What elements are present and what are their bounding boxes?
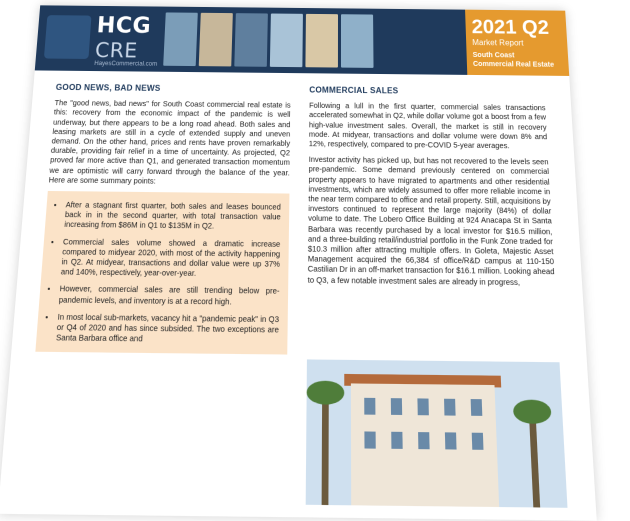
left-heading: GOOD NEWS, BAD NEWS — [55, 82, 161, 93]
header-photo — [199, 13, 233, 67]
right-column — [308, 85, 556, 294]
report-title-box — [465, 10, 569, 76]
right-heading: COMMERCIAL SALES — [309, 85, 399, 96]
header-photo — [270, 14, 303, 68]
palm-trunk — [322, 389, 329, 505]
building-window — [417, 398, 428, 415]
building-window — [418, 432, 430, 449]
palm-frond — [513, 400, 552, 424]
building-photo — [306, 359, 568, 507]
report-page — [0, 5, 597, 520]
summary-bullet: • Commercial sales volume showed a dramatic increase compared to midyear 2020, with most of the activity happening in Q2. At midyear, transactions and dollar value were up 37% and 140%, respectively, year-over-year. — [60, 236, 280, 279]
sales-paragraph-1: Following a lull in the first quarter, commercial sales transactions accelerated somewhat in Q2, while dollar volume got a boost from a few high-value investment sales. Overall, the market is still in recovery mode. At midyear, transactions and dollar volume were down 8% and 12%, respectively, compared to pre-COVID 5-year averages. — [308, 100, 548, 151]
report-header — [35, 5, 569, 76]
building-window — [364, 398, 375, 415]
hcg-logo-mark — [44, 15, 92, 59]
palm-trunk — [529, 409, 540, 507]
report-region — [473, 51, 555, 70]
brand-hcg: HCG — [95, 13, 152, 39]
sales-paragraph-2: Investor activity has picked up, but has not recovered to the levels seen pre-pandemic. Some demand previously centered on commercial property appears to have migrated to apartments and other residential investments, which are widely assumed to offer more reliable income in the near term compared to office and retail property. Still, acquisitions by investors continued to represent the large majority (84%) of dollar volume to date. The Lobero Office Building at 924 Anacapa St in Santa Barbara was recently purchased by a local investor for $16.5 million, and a three-building retail/industrial portfolio in the Funk Zone traded for $10.3 million after attracting multiple offers. In Goleta, Majestic Asset Management acquired the 66,384 sf office/R&D campus at 110-150 Castilian Dr in an off-market transaction for $16.1 million. Looking ahead to Q3, a few notable investment sales are already in progress, — [307, 154, 555, 287]
header-photo-strip — [163, 12, 373, 67]
brand-cre: CRE — [94, 38, 139, 63]
palm-frond — [307, 381, 345, 405]
report-title: Market Report — [472, 38, 524, 48]
left-column — [35, 83, 291, 355]
building-window — [444, 399, 456, 416]
building-window — [445, 432, 457, 449]
summary-bullet: • In most local sub-markets, vacancy hit a "pandemic peak" in Q3 or Q4 of 2020 and has since subsided. The two exceptions are Santa Barbara office and — [56, 311, 279, 345]
report-region-line1: South Coast — [472, 51, 515, 60]
building-facade — [351, 383, 499, 507]
header-photo — [305, 14, 338, 68]
header-photo — [341, 14, 374, 68]
building-window — [472, 433, 484, 450]
building-window — [391, 398, 402, 415]
building-window — [364, 431, 375, 448]
summary-bullet: • However, commercial sales are still trending below pre-pandemic levels, and inventory is at a record high. — [58, 284, 279, 307]
website-url: HayesCommercial.com — [94, 61, 158, 68]
summary-bullet: • After a stagnant first quarter, both sales and leases bounced back in in the second quarter, with total transaction value increasing from $86M in Q1 to $135M in Q2. — [64, 200, 281, 232]
building-window — [391, 432, 402, 449]
report-year: 2021 Q2 — [471, 16, 550, 39]
intro-paragraph: The "good news, bad news" for South Coast commercial real estate is this: recovery from the economic impact of the pandemic is well underway, but there appears to be a long road ahead. Both sales and leasing markets are still in a cycle of extended supply and uneven demand. On the other hand, prices and rents have proven remarkably durable, providing fair relief in a time of uncertainty. As projected, Q2 proved far more active than Q1, and generated transaction momentum we are optimistic will carry forward through the balance of the year. Here are some summary points: — [48, 98, 291, 186]
building-window — [471, 399, 483, 416]
summary-list — [45, 200, 281, 346]
summary-box — [35, 191, 289, 355]
header-photo — [163, 12, 198, 66]
header-photo — [234, 13, 268, 67]
report-region-line2: Commercial Real Estate — [472, 60, 555, 69]
